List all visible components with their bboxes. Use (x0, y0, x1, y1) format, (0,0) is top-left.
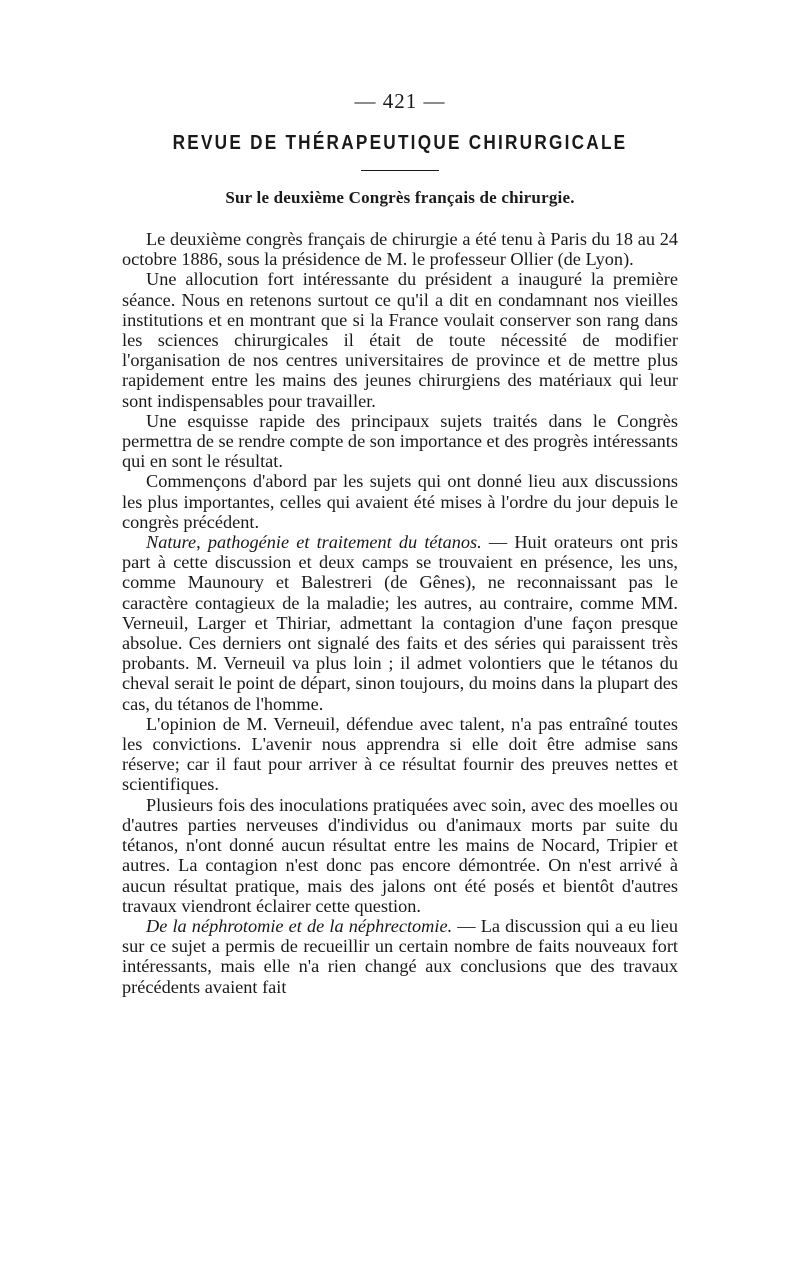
paragraph (122, 411, 678, 472)
paragraph-text: Une allocution fort intéressante du président a inauguré la première séance. Nous en retenons surtout ce qu'il a dit en condamnant nos vieilles institutions et en montrant que si la France voulait conserver son rang dans les sciences chirurgicales il était de toute nécessité de modifier l'organisation de nos centres universitaires de province et de mettre plus rapidement entre les mains des jeunes chirurgiens des matériaux qui leur sont indispensables pour travailler. (122, 269, 678, 411)
paragraph-text: Une esquisse rapide des principaux sujets traités dans le Congrès permettra de se rendre compte de son importance et des progrès intéressants qui en sont le résultat. (122, 410, 678, 472)
subsection-title: Nature, pathogénie et traitement du tétanos. (146, 532, 482, 553)
section-heading: Sur le deuxième Congrès français de chirurgie. (225, 188, 575, 207)
paragraph (122, 269, 678, 410)
body-text (122, 229, 678, 997)
paragraph (122, 714, 678, 795)
paragraph-text: — Huit orateurs ont pris part à cette discussion et deux camps se trouvaient en présence, les uns, comme Maunoury et Balestreri (de Gênes), ne reconnaissant pas le caractère contagieux de la maladie; les autres, au contraire, comme MM. Verneuil, Larger et Thiriar, admettant la contagion d'une façon presque absolue. Ces derniers ont signalé des faits et des séries qui paraissent très probants. M. Verneuil va plus loin ; il admet volontiers que le tétanos du cheval serait le point de départ, sinon toujours, du moins dans la plupart des cas, du tétanos de l'homme. (122, 532, 678, 714)
paragraph-text: Commençons d'abord par les sujets qui ont donné lieu aux discussions les plus importantes, celles qui avaient été mises à l'ordre du jour depuis le congrès précédent. (122, 471, 678, 532)
running-title: REVUE DE THÉRAPEUTIQUE CHIRURGICALE (172, 132, 628, 154)
paragraph (122, 916, 678, 997)
paragraph (122, 532, 678, 714)
paragraph-text: — La discussion qui a eu lieu sur ce sujet a permis de recueillir un certain nombre de faits nouveaux fort intéressants, mais elle n'a rien changé aux conclusions que des travaux précédents avaient fait (122, 915, 679, 997)
paragraph-text: Plusieurs fois des inoculations pratiquées avec soin, avec des moelles ou d'autres parties nerveuses d'individus ou d'animaux morts par suite du tétanos, n'ont donné aucun résultat entre les mains de Nocard, Tripier et autres. La contagion n'est donc pas encore démontrée. On n'est arrivé à aucun résultat pratique, mais des jalons ont été posés et bientôt d'autres travaux viendront éclairer cette question. (122, 794, 678, 916)
paragraph (122, 229, 678, 269)
page-number: — 421 — (354, 89, 446, 113)
subsection-title: De la néphrotomie et de la néphrectomie. (146, 915, 453, 936)
paragraph-text: L'opinion de M. Verneuil, défendue avec talent, n'a pas entraîné toutes les convictions. L'avenir nous apprendra si elle doit être admise sans réserve; car il faut pour arriver à ce résultat fournir des preuves nettes et scientifiques. (122, 713, 678, 795)
paragraph-text: Le deuxième congrès français de chirurgie a été tenu à Paris du 18 au 24 octobre 1886, sous la présidence de M. le professeur Ollier (de Lyon). (122, 229, 678, 270)
page (122, 88, 678, 997)
paragraph (122, 471, 678, 532)
title-rule (361, 170, 439, 171)
paragraph (122, 795, 678, 916)
